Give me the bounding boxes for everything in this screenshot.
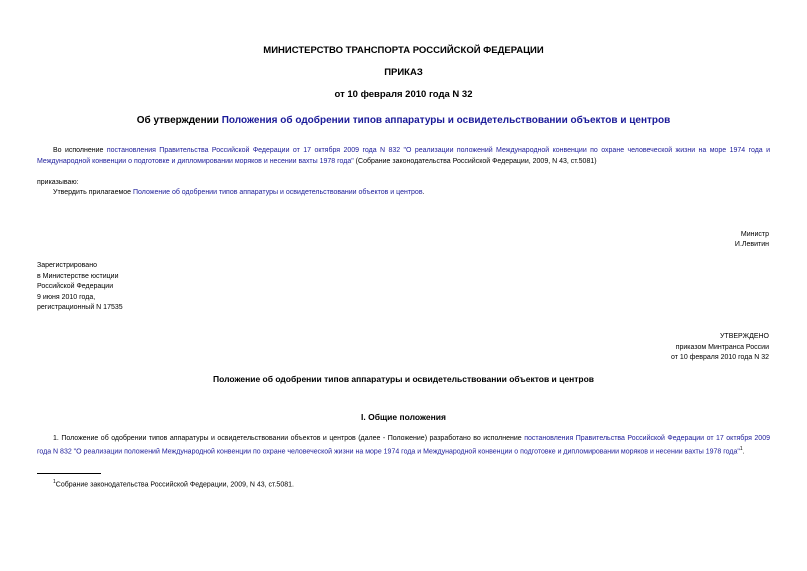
registration-line-4: 9 июня 2010 года, <box>37 294 96 301</box>
approve-link[interactable]: Положение об одобрении типов аппаратуры и освидетельствовании объектов и центров <box>133 189 423 196</box>
approved-line-2: приказом Минтранса России <box>675 344 769 351</box>
registration-line-3: Российской Федерации <box>37 283 114 290</box>
regulation-paragraph-1 <box>37 433 770 457</box>
approved-line-3: от 10 февраля 2010 года N 32 <box>671 354 769 361</box>
order-title-prefix: Об утверждении <box>136 115 222 126</box>
paragraph-1-link[interactable]: постановления Правительства Российской Федерации от 17 октября 2009 года N 832 "О реализации положений Международной конвенции по охране человеческой жизни на море 1974 года и Международной конвенции о подготовке и дипломировании моряков и несении вахты 1978 года" <box>37 435 770 456</box>
signature-name: И.Левитин <box>734 241 769 248</box>
footnote-divider <box>37 473 101 474</box>
preamble-paragraph <box>37 145 770 167</box>
approve-tail: . <box>422 189 425 196</box>
paragraph-1-lead: 1. Положение об одобрении типов аппаратуры и освидетельствовании объектов и центров (далее - Положение) разработано во исполнение <box>53 435 525 442</box>
approve-lead: Утвердить прилагаемое <box>53 189 134 196</box>
doc-date-number: от 10 февраля 2010 года N 32 <box>334 89 473 100</box>
order-word: приказываю: <box>37 179 79 186</box>
footnote <box>53 477 294 490</box>
section-heading: I. Общие положения <box>361 412 446 422</box>
approve-paragraph <box>53 187 425 198</box>
regulation-title: Положение об одобрении типов аппаратуры и освидетельствовании объектов и центров <box>212 374 595 384</box>
signature-position: Министр <box>740 231 769 238</box>
registration-line-5: регистрационный N 17535 <box>37 304 123 311</box>
preamble-link[interactable]: постановления Правительства Российской Федерации от 17 октября 2009 года N 832 "О реализации положений Международной конвенции по охране человеческой жизни на море 1974 года и Международной конвенции о подготовке и дипломировании моряков и несении вахты 1978 года" <box>37 147 770 165</box>
registration-line-1: Зарегистрировано <box>37 262 97 269</box>
preamble-tail: (Собрание законодательства Российской Федерации, 2009, N 43, ст.5081) <box>353 158 597 165</box>
ministry-heading: МИНИСТЕРСТВО ТРАНСПОРТА РОССИЙСКОЙ ФЕДЕРАЦИИ <box>263 45 544 56</box>
registration-line-2: в Министерстве юстиции <box>37 273 119 280</box>
approved-line-1: УТВЕРЖДЕНО <box>719 333 769 340</box>
paragraph-1-footnote-ref[interactable]: 1 <box>739 446 743 452</box>
paragraph-1-tail: . <box>742 448 745 456</box>
order-title-link[interactable]: Положения об одобрении типов аппаратуры и освидетельствовании объектов и центров <box>221 115 671 126</box>
preamble-lead: Во исполнение <box>53 147 107 154</box>
doc-type-heading: ПРИКАЗ <box>384 67 423 78</box>
footnote-mark: 1 <box>53 479 56 485</box>
order-title <box>0 115 807 126</box>
footnote-text: Собрание законодательства Российской Федерации, 2009, N 43, ст.5081. <box>55 481 294 489</box>
